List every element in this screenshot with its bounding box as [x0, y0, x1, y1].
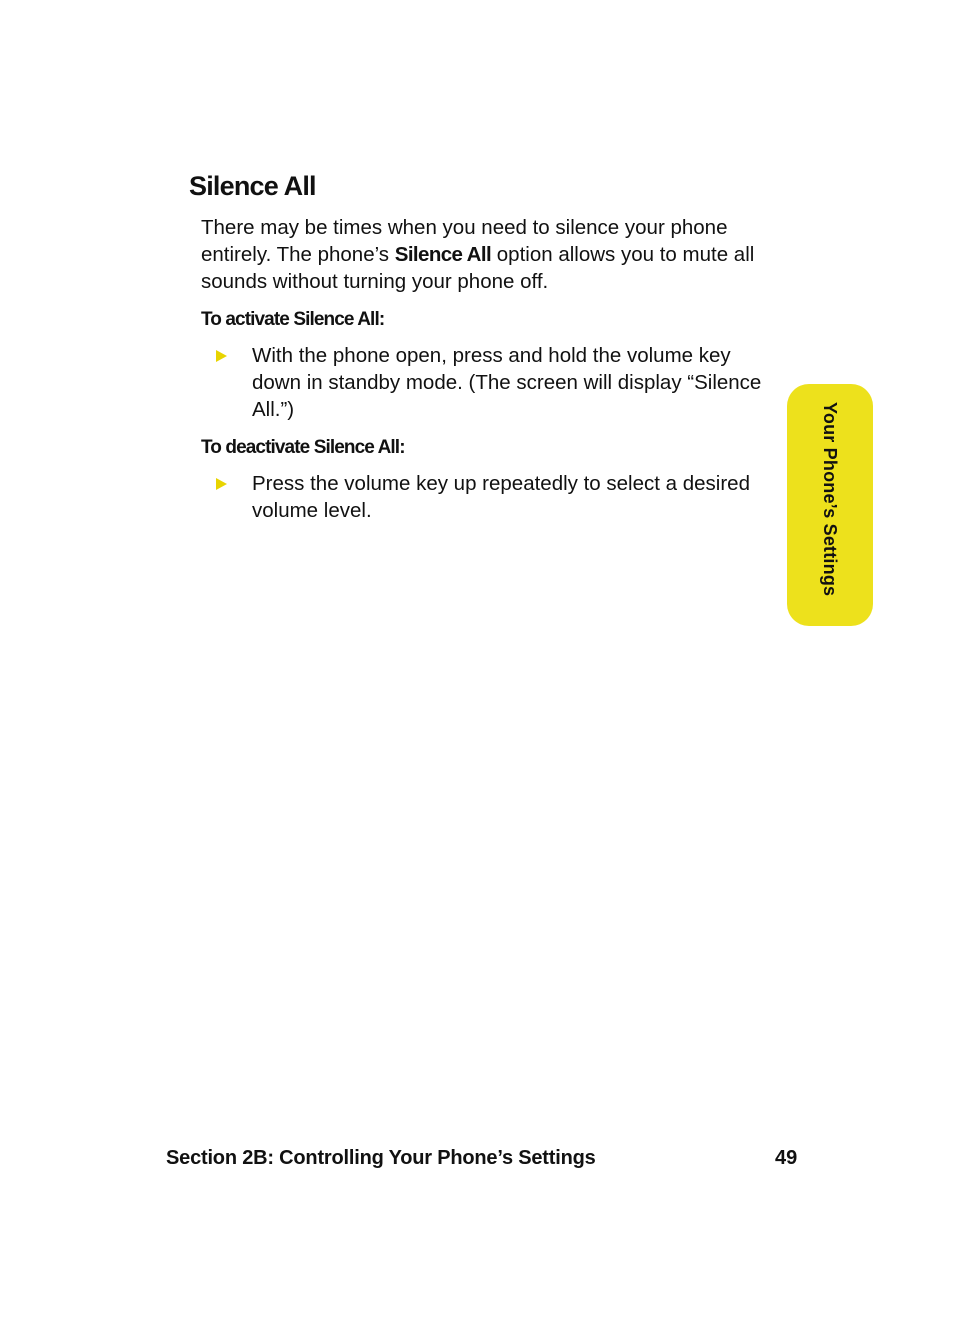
page-title: Silence All [189, 171, 316, 201]
deactivate-step-text: Press the volume key up repeatedly to select a desired volume level. [252, 472, 750, 522]
deactivate-subheading: To deactivate Silence All: [201, 437, 405, 458]
activate-subheading: To activate Silence All: [201, 309, 385, 330]
intro-bold-term: Silence All [394, 243, 492, 266]
intro-paragraph [201, 214, 781, 295]
activate-step-text: With the phone open, press and hold the volume key down in standby mode. (The screen will display “Silence All.”) [252, 344, 762, 421]
triangle-bullet-icon [216, 478, 227, 490]
footer-section-title: Section 2B: Controlling Your Phone’s Settings [166, 1147, 596, 1169]
intro-text-end: option allows you to mute all sounds without turning your phone off. [201, 243, 755, 293]
triangle-bullet-icon [216, 350, 227, 362]
footer-page-number: 49 [775, 1147, 798, 1169]
section-side-tab [787, 384, 873, 626]
side-tab-label: Your Phone’s Settings [820, 402, 840, 597]
intro-text-start: There may be times when you need to silence your phone entirely. The phone’s [201, 216, 728, 266]
